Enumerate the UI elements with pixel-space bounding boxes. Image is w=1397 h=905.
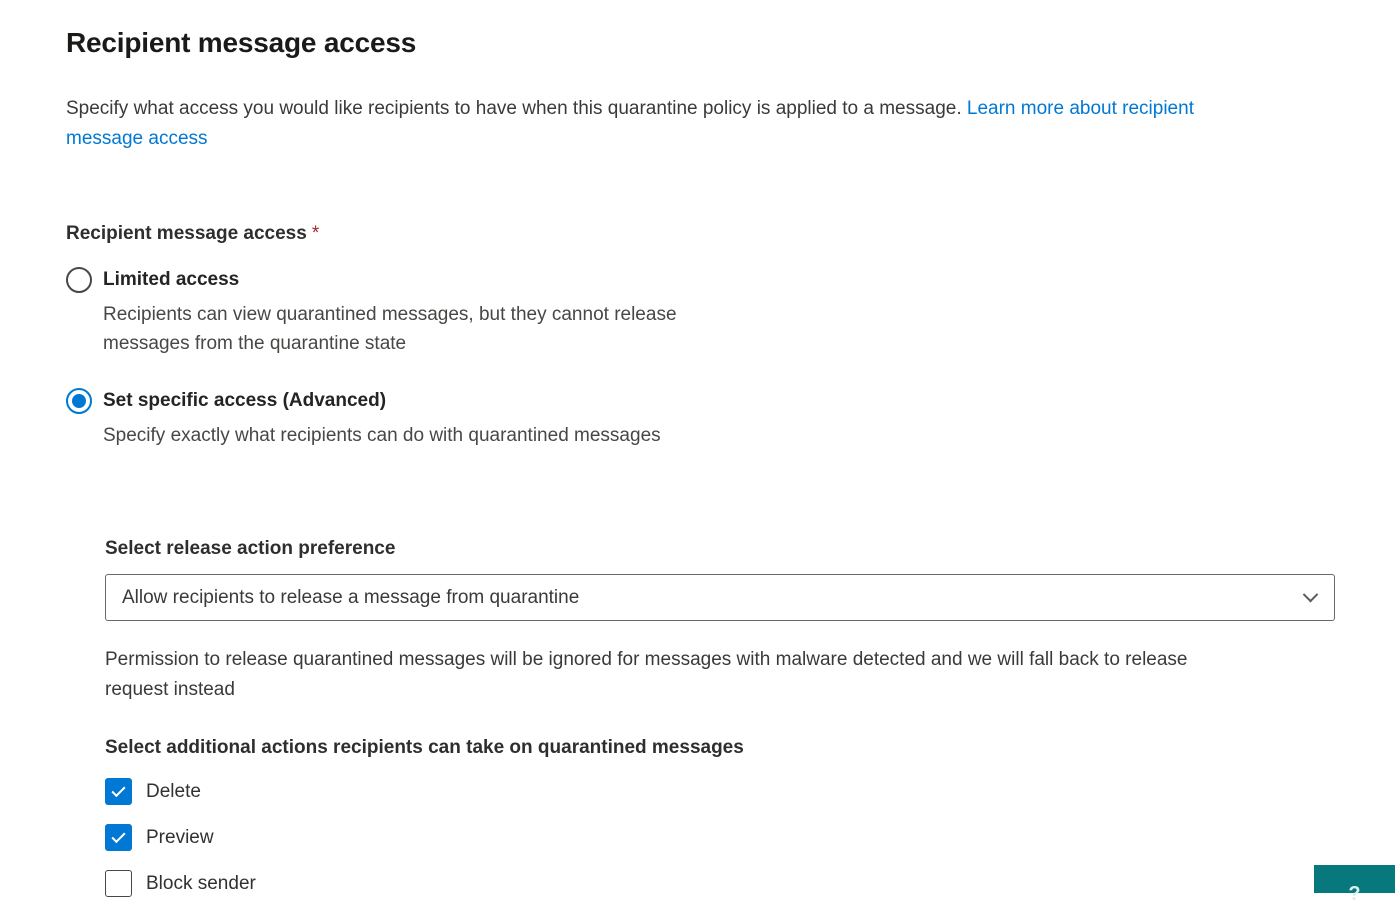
radio-option-limited-access — [66, 267, 1331, 358]
checkbox-row-block-sender[interactable] — [105, 870, 1331, 897]
radio-circle-icon[interactable] — [66, 388, 92, 414]
question-mark-icon: ? — [1348, 883, 1361, 905]
radio-description: Specify exactly what recipients can do with quarantined messages — [103, 425, 661, 446]
chevron-down-icon — [1303, 587, 1319, 603]
preview-checkbox[interactable] — [105, 824, 132, 851]
access-field-label — [66, 223, 1331, 245]
help-button[interactable] — [1314, 865, 1395, 905]
radio-label[interactable]: Set specific access (Advanced) — [103, 390, 387, 411]
block-sender-checkbox[interactable] — [105, 870, 132, 897]
learn-more-link[interactable]: Learn more about recipient message access — [66, 98, 1194, 149]
checkbox-label[interactable]: Block sender — [146, 872, 256, 894]
release-action-dropdown[interactable] — [105, 574, 1335, 621]
intro-text-body: Specify what access you would like recipients to have when this quarantine policy is applied to a message. — [66, 98, 967, 119]
delete-checkbox[interactable] — [105, 778, 132, 805]
radio-dot-icon — [72, 394, 86, 408]
limited-access-radio[interactable] — [66, 267, 1331, 293]
radio-circle-icon[interactable] — [66, 267, 92, 293]
radio-description: Recipients can view quarantined messages, but they cannot release messages from the quarantine state — [103, 304, 677, 354]
checkbox-row-preview[interactable] — [105, 824, 1331, 851]
release-action-note: Permission to release quarantined messages will be ignored for messages with malware detected and we will fall back to release request instead — [105, 649, 1188, 700]
checkbox-label[interactable]: Delete — [146, 780, 201, 802]
check-icon — [111, 783, 125, 797]
intro-text — [66, 94, 1266, 154]
access-field-label-text: Recipient message access — [66, 223, 307, 244]
check-icon — [111, 829, 125, 843]
required-asterisk: * — [311, 223, 320, 244]
advanced-options-section — [105, 538, 1331, 897]
radio-option-set-specific-access — [66, 388, 1331, 450]
additional-actions-label: Select additional actions recipients can take on quarantined messages — [105, 737, 744, 758]
release-action-label: Select release action preference — [105, 538, 396, 559]
set-specific-access-radio[interactable] — [66, 388, 1331, 414]
radio-label[interactable]: Limited access — [103, 269, 240, 290]
release-action-dropdown-value: Allow recipients to release a message from quarantine — [122, 586, 580, 608]
checkbox-label[interactable]: Preview — [146, 826, 214, 848]
checkbox-row-delete[interactable] — [105, 778, 1331, 805]
page-title: Recipient message access — [66, 27, 417, 58]
